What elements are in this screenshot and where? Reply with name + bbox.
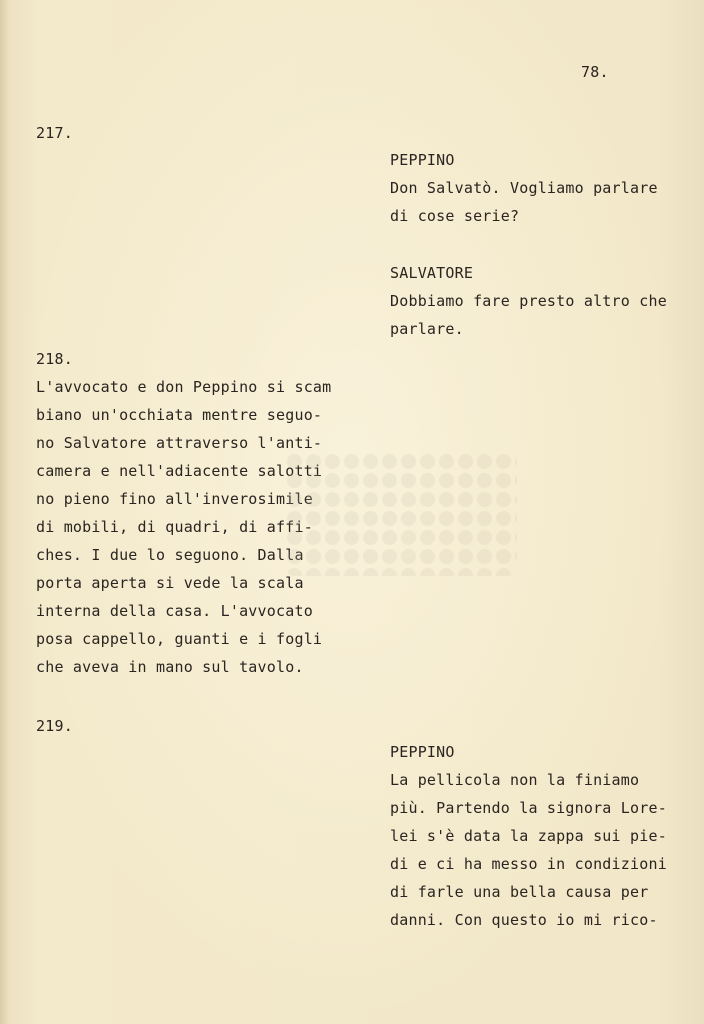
scene-number-218: 218. [36,350,73,368]
scene-description-line: posa cappello, guanti e i fogli [36,630,323,648]
dialogue-line: di cose serie? [390,207,520,225]
dialogue-line: Don Salvatò. Vogliamo parlare [390,179,658,197]
dialogue-line: La pellicola non la finiamo [390,771,640,789]
scene-number-217: 217. [36,124,73,142]
scene-description-line: porta aperta si vede la scala [36,574,304,592]
dialogue-line: parlare. [390,320,464,338]
dialogue-line: più. Partendo la signora Lore- [390,799,667,817]
dialogue-line: di e ci ha messo in condizioni [390,855,667,873]
dialogue-line: di farle una bella causa per [390,883,649,901]
dialogue-line: danni. Con questo io mi rico- [390,911,658,929]
scene-description-line: no pieno fino all'inverosimile [36,490,313,508]
archive-stamp-watermark [285,452,517,576]
dialogue-line: Dobbiamo fare presto altro che [390,292,667,310]
scene-number-219: 219. [36,717,73,735]
scene-description-line: interna della casa. L'avvocato [36,602,313,620]
scene-description-line: biano un'occhiata mentre seguo- [36,406,323,424]
scene-description-line: che aveva in mano sul tavolo. [36,658,304,676]
dialogue-line: lei s'è data la zappa sui pie- [390,827,667,845]
speaker-peppino: PEPPINO [390,743,455,761]
scene-description-line: no Salvatore attraverso l'anti- [36,434,323,452]
scene-description-line: di mobili, di quadri, di affi- [36,518,313,536]
scene-description-line: ches. I due lo seguono. Dalla [36,546,304,564]
scene-description-line: L'avvocato e don Peppino si scam [36,378,332,396]
page-number: 78. [581,63,609,81]
speaker-salvatore: SALVATORE [390,264,474,282]
scene-description-line: camera e nell'adiacente salotti [36,462,323,480]
speaker-peppino: PEPPINO [390,151,455,169]
